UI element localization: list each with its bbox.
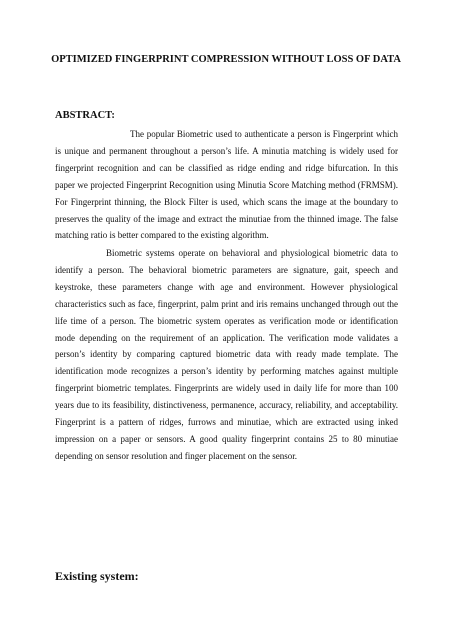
abstract-paragraph-2: Biometric systems operate on behavioral and physiological biometric data to identify a person. The behavioral biometric parameters are signature, gait, speech and keystroke, these parameters change with age and environment. However physiological characteristics such as face, fingerprint, palm print and iris remains unchanged through out the life time of a person. The biometric system operates as verification mode or identification mode depending on the requirement of an application. The verification mode validates a person’s identity by comparing captured biometric data with ready made template. The identification mode recognizes a person’s identity by performing matches against multiple fingerprint biometric templates. Fingerprints are widely used in daily life for more than 100 years due to its feasibility, distinctiveness, permanence, accuracy, reliability, and acceptability. Fingerprint is a pattern of ridges, furrows and minutiae, which are extracted using inked impression on a paper or sensors. A good quality fingerprint contains 25 to 80 minutiae depending on sensor resolution and finger placement on the sensor.	[55, 248, 398, 461]
abstract-paragraph-1: The popular Biometric used to authenticate a person is Fingerprint which is unique and permanent throughout a person’s life. A minutia matching is widely used for fingerprint recognition and can be classified as ridge ending and ridge bifurcation. In this paper we projected Fingerprint Recognition using Minutia Score Matching method (FRMSM). For Fingerprint thinning, the Block Filter is used, which scans the image at the boundary to preserves the quality of the image and extract the minutiae from the thinned image. The false matching ratio is better compared to the existing algorithm.	[55, 129, 398, 241]
abstract-heading: ABSTRACT:	[55, 110, 115, 121]
paper-title: OPTIMIZED FINGERPRINT COMPRESSION WITHOUT LOSS OF DATA	[51, 54, 401, 65]
existing-system-heading: Existing system:	[55, 569, 139, 583]
